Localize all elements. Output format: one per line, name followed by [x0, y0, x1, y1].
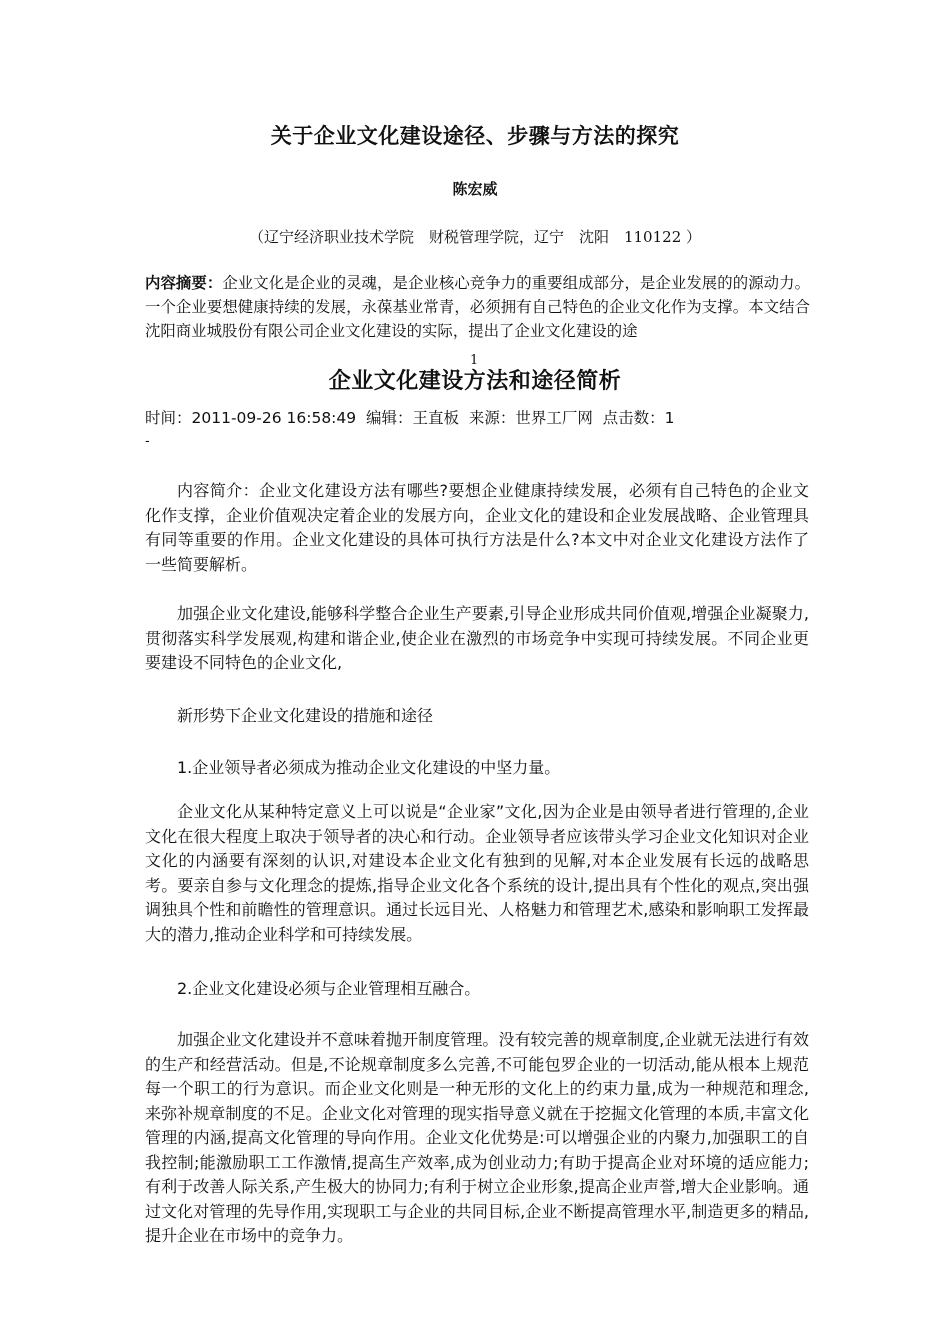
paper-abstract: [145, 271, 810, 343]
abstract-label: 内容摘要：: [145, 274, 223, 292]
article-dash: -: [145, 434, 150, 449]
article-subheading: 1.企业领导者必须成为推动企业文化建设的中坚力量。: [177, 758, 561, 777]
paper-title: 关于企业文化建设途径、步骤与方法的探究: [270, 123, 680, 148]
paper-author: 陈宏威: [452, 180, 498, 198]
paper-affiliation: （辽宁经济职业技术学院 财税管理学院，辽宁 沈阳 110122 ）: [248, 228, 702, 246]
article-section-heading: 新形势下企业文化建设的措施和途径: [177, 706, 434, 725]
article-meta: 时间：2011-09-26 16:58:49 编辑：王直板 来源：世界工厂网 点击数：1: [145, 409, 675, 427]
article-paragraph: 企业文化从某种特定意义上可以说是“企业家”文化,因为企业是由领导者进行管理的,企业文化在很大程度上取决于领导者的决心和行动。企业领导者应该带头学习企业文化知识对企业文化的内涵要有深刻的认识,对建设本企业文化有独到的见解,对本企业发展有长远的战略思考。要亲自参与文化理念的提炼,指导企业文化各个系统的设计,提出具有个性化的观点,突出强调独具个性和前瞻性的管理意识。通过长远目光、人格魅力和管理艺术,感染和影响职工发挥最大的潜力,推动企业科学和可持续发展。: [145, 802, 809, 944]
page-number: 1: [470, 353, 479, 368]
abstract-text: 企业文化是企业的灵魂，是企业核心竞争力的重要组成部分，是企业发展的的源动力。一个企业要想健康持续的发展，永葆基业常青，必须拥有自己特色的企业文化作为支撑。本文结合沈阳商业城股份有限公司企业文化建设的实际，提出了企业文化建设的途: [145, 274, 810, 340]
article-paragraph: 加强企业文化建设,能够科学整合企业生产要素,引导企业形成共同价值观,增强企业凝聚力,贯彻落实科学发展观,构建和谐企业,使企业在激烈的市场竞争中实现可持续发展。不同企业更要建设不同特色的企业文化,: [145, 604, 809, 672]
article-paragraph-intro: 内容简介：企业文化建设方法有哪些?要想企业健康持续发展，必须有自己特色的企业文化作支撑，企业价值观决定着企业的发展方向，企业文化的建设和企业发展战略、企业管理具有同等重要的作用。企业文化建设的具体可执行方法是什么?本文中对企业文化建设方法作了一些简要解析。: [145, 481, 809, 574]
article-title: 企业文化建设方法和途径简析: [328, 369, 622, 394]
article-paragraph: 加强企业文化建设并不意味着抛开制度管理。没有较完善的规章制度,企业就无法进行有效的生产和经营活动。但是,不论规章制度多么完善,不可能包罗企业的一切活动,能从根本上规范每一个职工的行为意识。而企业文化则是一种无形的文化上的约束力量,成为一种规范和理念,来弥补规章制度的不足。企业文化对管理的现实指导意义就在于挖掘文化管理的本质,丰富文化管理的内涵,提高文化管理的导向作用。企业文化优势是:可以增强企业的内聚力,加强职工的自我控制;能激励职工工作激情,提高生产效率,成为创业动力;有助于提高企业对环境的适应能力;有利于改善人际关系,产生极大的协同力;有利于树立企业形象,提高企业声誉,增大企业影响。通过文化对管理的先导作用,实现职工与企业的共同目标,企业不断提高管理水平,制造更多的精品,提升企业在市场中的竞争力。: [145, 1030, 809, 1245]
article-subheading: 2.企业文化建设必须与企业管理相互融合。: [177, 979, 481, 998]
